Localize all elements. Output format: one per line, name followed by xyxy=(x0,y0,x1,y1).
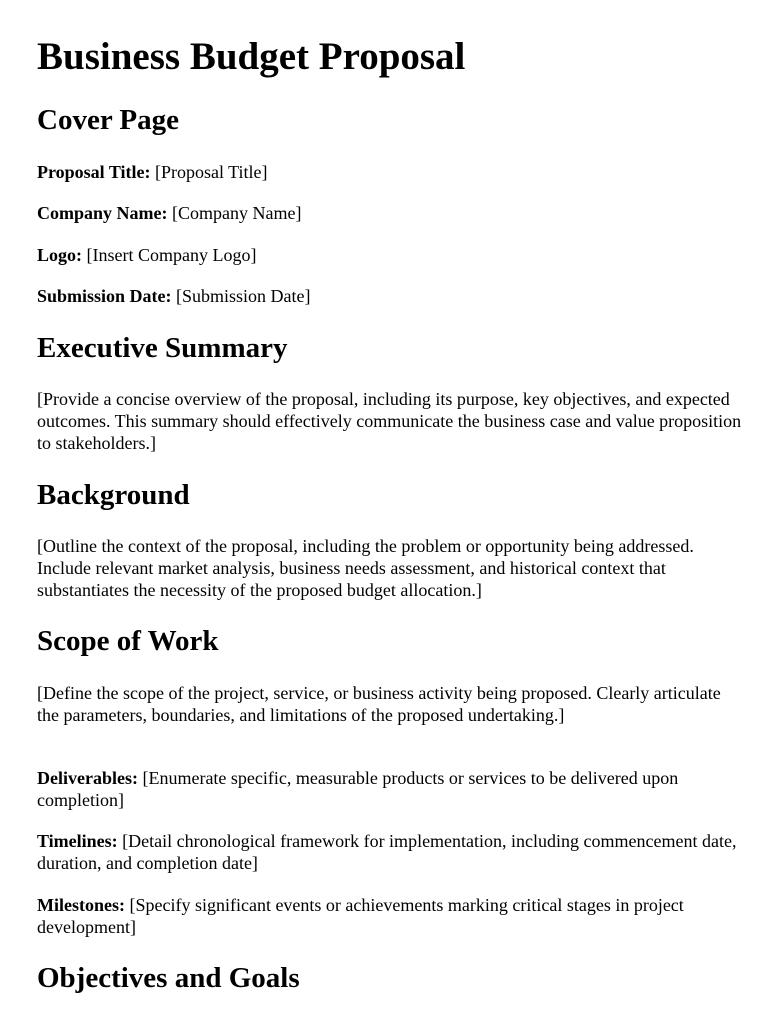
scope-item-timelines xyxy=(37,830,742,874)
field-label: Proposal Title: xyxy=(37,162,151,182)
executive-summary-text: [Provide a concise overview of the proposal, including its purpose, key objectives, and expected outcomes. This summary should effectively communicate the business case and value proposition to stakeholders.] xyxy=(37,389,742,453)
field-value: [Company Name] xyxy=(172,203,302,223)
field-company-name xyxy=(37,202,742,224)
background-text: [Outline the context of the proposal, including the problem or opportunity being addressed. Include relevant market analysis, business needs assessment, and historical context that substantiates the necessity of the proposed budget allocation.] xyxy=(37,536,694,600)
cover-page-heading: Cover Page xyxy=(37,104,179,136)
scope-of-work-text: [Define the scope of the project, service, or business activity being proposed. Clearly articulate the parameters, boundaries, and limitations of the proposed undertaking.] xyxy=(37,683,721,725)
field-proposal-title xyxy=(37,161,742,183)
scope-item-label: Milestones: xyxy=(37,895,125,915)
field-value: [Submission Date] xyxy=(176,286,311,306)
scope-item-deliverables xyxy=(37,767,742,811)
field-value: [Insert Company Logo] xyxy=(86,245,257,265)
scope-item-value: [Enumerate specific, measurable products or services to be delivered upon completion] xyxy=(37,768,679,810)
field-logo xyxy=(37,244,742,266)
scope-item-value: [Specify significant events or achievements marking critical stages in project development] xyxy=(37,895,684,937)
scope-of-work-heading: Scope of Work xyxy=(37,625,219,657)
field-label: Logo: xyxy=(37,245,82,265)
field-label: Company Name: xyxy=(37,203,168,223)
background-heading: Background xyxy=(37,479,190,511)
field-label: Submission Date: xyxy=(37,286,172,306)
scope-item-value: [Detail chronological framework for implementation, including commencement date, duration, and completion date] xyxy=(37,831,737,873)
document-title: Business Budget Proposal xyxy=(37,35,466,78)
objectives-heading: Objectives and Goals xyxy=(37,962,300,994)
field-submission-date xyxy=(37,285,742,307)
field-value: [Proposal Title] xyxy=(155,162,268,182)
scope-item-milestones xyxy=(37,894,742,938)
scope-item-label: Deliverables: xyxy=(37,768,138,788)
scope-item-label: Timelines: xyxy=(37,831,118,851)
executive-summary-heading: Executive Summary xyxy=(37,332,288,364)
